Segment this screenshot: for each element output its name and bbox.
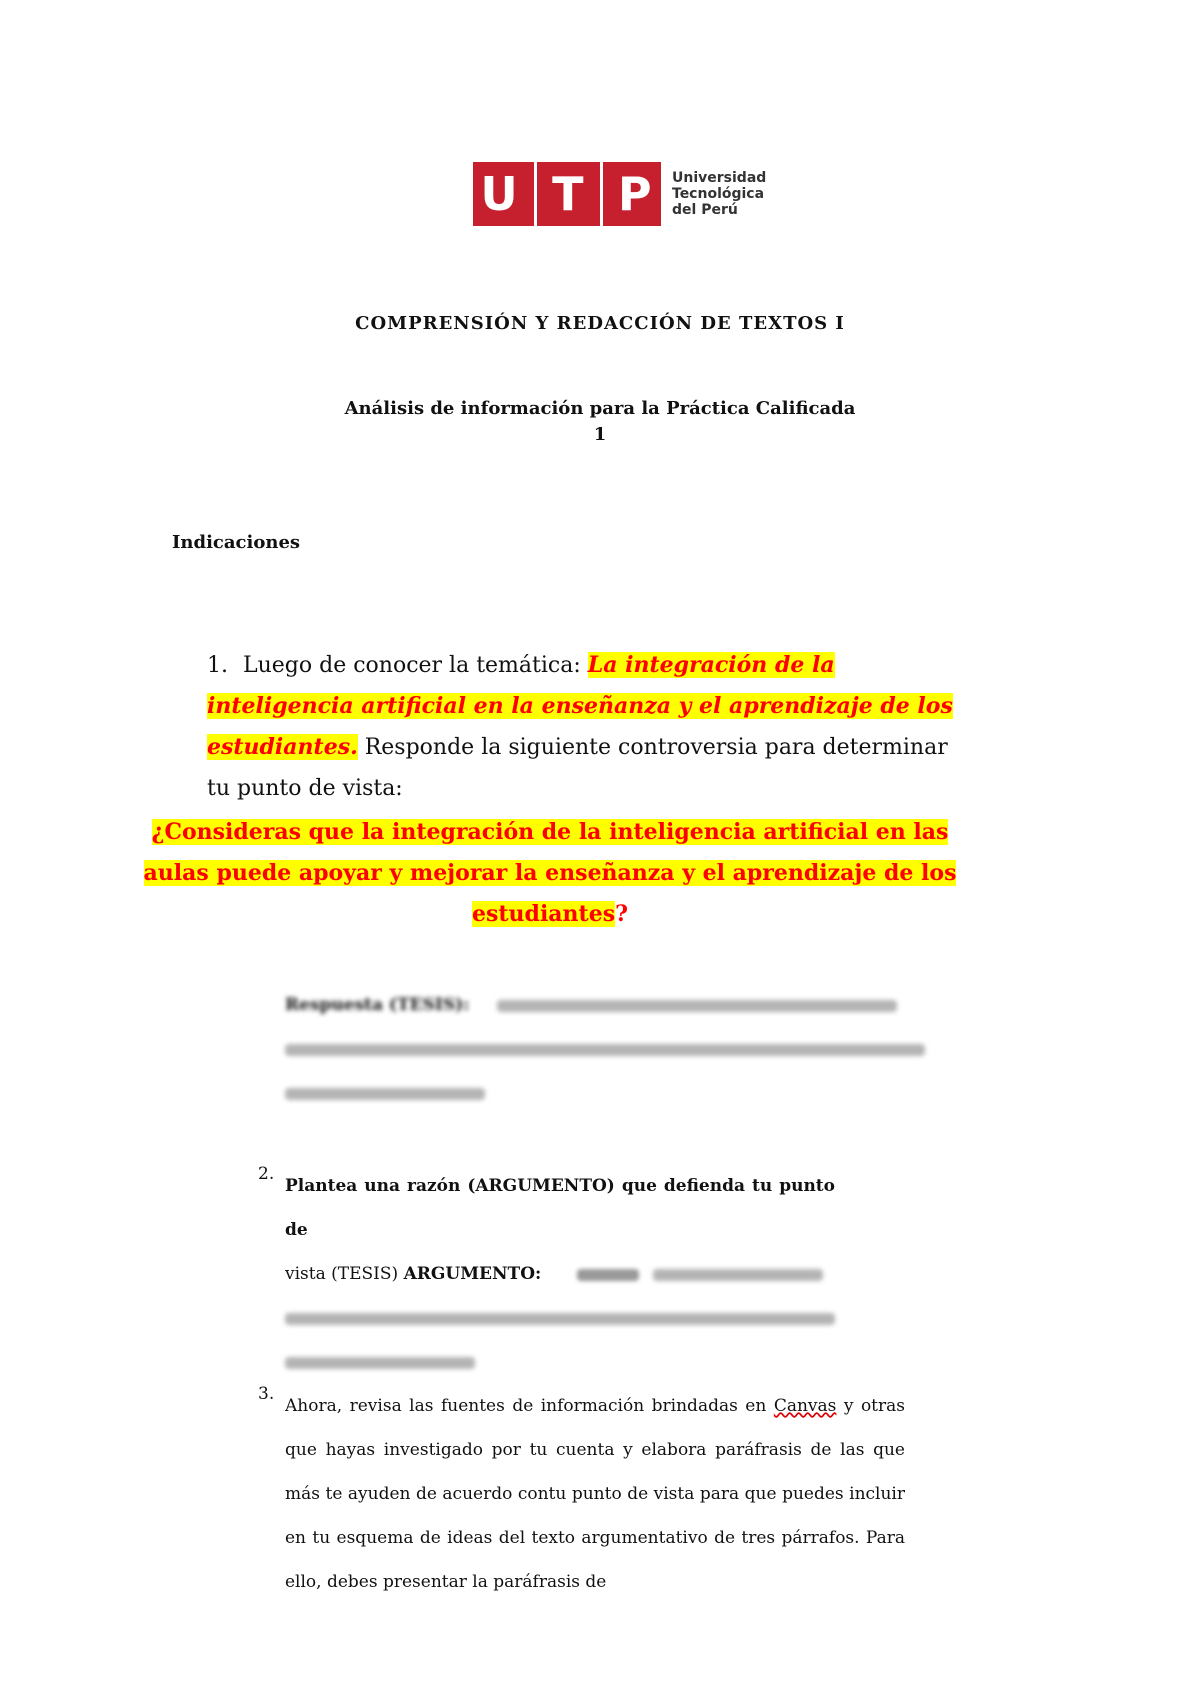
item-number: 1. xyxy=(207,653,228,678)
section-heading: Indicaciones xyxy=(172,532,301,553)
topic-highlight: La integración de la inteligencia artificial en la enseñanza y el aprendizaje de los estudiantes. xyxy=(207,652,953,760)
item3-part-1: Ahora, revisa las fuentes de información brindadas en xyxy=(285,1396,774,1416)
item2-view: vista (TESIS) xyxy=(285,1264,404,1284)
response-label: Respuesta (TESIS): xyxy=(285,995,470,1015)
instruction-item-1 xyxy=(207,645,967,809)
document-subtitle xyxy=(0,396,1200,448)
logo-separator xyxy=(600,162,603,226)
logo-letter-p: P xyxy=(617,167,654,221)
logo-letter-u: U xyxy=(480,167,520,221)
subtitle-line-1: Análisis de información para la Práctica Calificada xyxy=(344,398,856,419)
response-block xyxy=(285,983,935,1115)
canvas-link: Canvas xyxy=(773,1396,837,1416)
subtitle-line-2: 1 xyxy=(593,424,607,445)
redacted-text xyxy=(285,1357,475,1369)
redacted-text xyxy=(285,1313,835,1325)
redacted-text xyxy=(653,1269,823,1281)
utp-logo xyxy=(473,162,661,226)
logo-line-1: Universidad xyxy=(672,170,767,186)
redacted-text xyxy=(285,1044,925,1056)
logo-separator xyxy=(534,162,537,226)
item2-line-1: Plantea una razón (ARGUMENTO) que defienda tu punto de xyxy=(285,1176,835,1240)
item-number: 3. xyxy=(258,1384,275,1404)
logo-line-3: del Perú xyxy=(672,202,738,218)
controversy-question xyxy=(140,812,960,935)
logo-letter-t: T xyxy=(552,167,586,221)
redacted-text xyxy=(577,1269,639,1281)
instruction-item-3 xyxy=(285,1384,905,1604)
logo-line-2: Tecnológica xyxy=(672,186,765,202)
item-number: 2. xyxy=(258,1164,275,1184)
question-end: ? xyxy=(615,901,628,927)
item1-tail: Responde la siguiente controversia para determinar tu punto de vista: xyxy=(207,735,948,801)
document-title: COMPRENSIÓN Y REDACCIÓN DE TEXTOS I xyxy=(355,313,845,334)
item1-lead: Luego de conocer la temática: xyxy=(243,653,588,678)
item2-argument-label: ARGUMENTO: xyxy=(403,1264,542,1284)
logo-text xyxy=(672,170,766,218)
redacted-text xyxy=(497,1000,897,1012)
question-text: ¿Consideras que la integración de la inteligencia artificial en las aulas puede apoyar y mejorar la enseñanza y el aprendizaje de los estudiantes xyxy=(143,819,957,927)
item3-part-2: y otras que hayas investigado por tu cuenta y elabora paráfrasis de las que más te ayuden de acuerdo contu punto de vista para que puedes incluir en tu esquema de ideas del texto argumentativo de tres párrafos. Para ello, debes presentar la paráfrasis de xyxy=(285,1396,906,1592)
redacted-text xyxy=(285,1088,485,1100)
instruction-item-2 xyxy=(285,1164,835,1384)
